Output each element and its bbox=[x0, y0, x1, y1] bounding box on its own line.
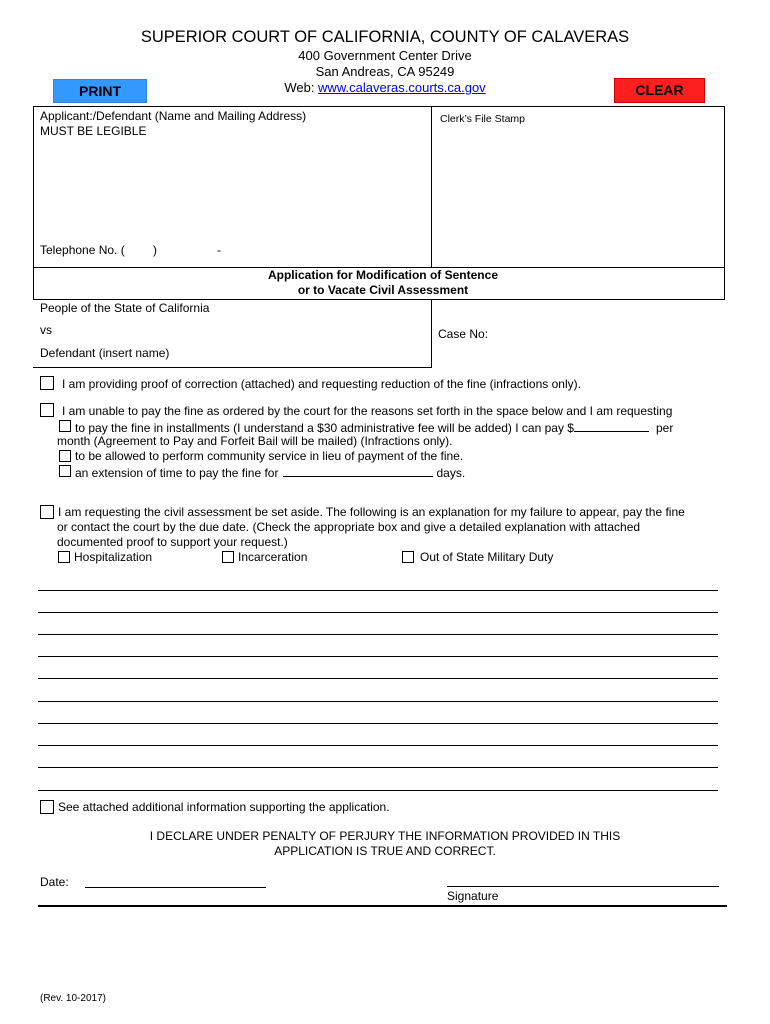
installments-text: to pay the fine in installments (I understand a $30 administrative fee will be added) I can pay $ bbox=[75, 421, 574, 435]
print-button[interactable]: PRINT bbox=[53, 79, 147, 103]
hospitalization-label: Hospitalization bbox=[74, 550, 153, 564]
community-service-text: to be allowed to perform community service in lieu of payment of the fine. bbox=[75, 449, 464, 463]
address-line-2: San Andreas, CA 95249 bbox=[315, 64, 455, 79]
installment-amount-field[interactable] bbox=[574, 419, 649, 432]
explanation-line[interactable] bbox=[38, 612, 718, 613]
installments-per: per bbox=[655, 421, 674, 435]
incarceration-checkbox[interactable] bbox=[222, 551, 234, 563]
unable-checkbox[interactable] bbox=[40, 403, 54, 417]
defendant-label: Defendant (insert name) bbox=[40, 346, 170, 360]
applicant-label: Applicant:/Defendant (Name and Mailing Address) bbox=[40, 109, 307, 123]
explanation-line[interactable] bbox=[38, 790, 718, 791]
caption-divider bbox=[431, 299, 432, 367]
telephone-label: Telephone No. ( bbox=[40, 243, 125, 257]
extension-days: days. bbox=[436, 466, 466, 480]
installments-line bbox=[75, 419, 673, 435]
explanation-line[interactable] bbox=[38, 678, 718, 679]
civil-text-2: or contact the court by the due date. (Check the appropriate box and give a detailed explanation with attached bbox=[57, 520, 641, 534]
declaration-line-2: APPLICATION IS TRUE AND CORRECT. bbox=[274, 844, 496, 858]
explanation-line[interactable] bbox=[38, 767, 718, 768]
civil-text-1: I am requesting the civil assessment be set aside. The following is an explanation for my failure to appear, pay the fine bbox=[58, 505, 685, 519]
vs-label: vs bbox=[40, 323, 52, 337]
date-field[interactable] bbox=[85, 887, 266, 888]
form-title-line-1: Application for Modification of Sentence bbox=[267, 268, 498, 282]
hospitalization-checkbox[interactable] bbox=[58, 551, 70, 563]
telephone-close-paren: ) bbox=[153, 243, 157, 257]
additional-info-text: See attached additional information supporting the application. bbox=[58, 800, 390, 814]
civil-text-3: documented proof to support your request.) bbox=[57, 535, 288, 549]
civil-assessment-checkbox[interactable] bbox=[40, 505, 54, 519]
extension-text: an extension of time to pay the fine for bbox=[75, 466, 279, 480]
explanation-line[interactable] bbox=[38, 656, 718, 657]
extension-checkbox[interactable] bbox=[59, 465, 71, 477]
clear-button[interactable]: CLEAR bbox=[614, 78, 705, 103]
explanation-line[interactable] bbox=[38, 723, 718, 724]
military-checkbox[interactable] bbox=[402, 551, 414, 563]
proof-checkbox[interactable] bbox=[40, 376, 54, 390]
community-service-checkbox[interactable] bbox=[59, 450, 71, 462]
case-no-label: Case No: bbox=[438, 327, 489, 341]
installments-month-text: month (Agreement to Pay and Forfeit Bail will be mailed) (Infractions only). bbox=[57, 434, 453, 448]
web-label: Web: bbox=[284, 80, 319, 95]
proof-text: I am providing proof of correction (attached) and requesting reduction of the fine (infractions only). bbox=[62, 377, 581, 391]
explanation-line[interactable] bbox=[38, 745, 718, 746]
signature-label: Signature bbox=[447, 889, 499, 903]
telephone-dash: - bbox=[217, 243, 221, 257]
military-label: Out of State Military Duty bbox=[420, 550, 554, 564]
extension-days-field[interactable] bbox=[283, 464, 433, 477]
extension-line bbox=[75, 464, 465, 480]
incarceration-label: Incarceration bbox=[238, 550, 308, 564]
declaration-line-1: I DECLARE UNDER PENALTY OF PERJURY THE INFORMATION PROVIDED IN THIS bbox=[149, 829, 621, 843]
form-title-line-2: or to Vacate Civil Assessment bbox=[297, 283, 469, 297]
people-label: People of the State of California bbox=[40, 301, 210, 315]
signature-field[interactable] bbox=[447, 886, 719, 887]
court-website-link[interactable]: www.calaveras.courts.ca.gov bbox=[318, 80, 486, 95]
footer-rule bbox=[38, 905, 727, 907]
revision-label: (Rev. 10-2017) bbox=[40, 993, 106, 1004]
explanation-line[interactable] bbox=[38, 701, 718, 702]
installments-checkbox[interactable] bbox=[59, 420, 71, 432]
explanation-line[interactable] bbox=[38, 634, 718, 635]
court-title: SUPERIOR COURT OF CALIFORNIA, COUNTY OF CALAVERAS bbox=[140, 28, 630, 46]
unable-text: I am unable to pay the fine as ordered by the court for the reasons set forth in the space below and I am requesting bbox=[62, 404, 673, 418]
explanation-line[interactable] bbox=[38, 590, 718, 591]
caption-bottom-line bbox=[33, 367, 432, 368]
date-label: Date: bbox=[40, 875, 69, 889]
clerk-stamp-label: Clerk’s File Stamp bbox=[440, 113, 525, 125]
clerk-stamp-box bbox=[431, 106, 725, 268]
address-line-1: 400 Government Center Drive bbox=[298, 48, 472, 63]
additional-info-checkbox[interactable] bbox=[40, 800, 54, 814]
legible-note: MUST BE LEGIBLE bbox=[40, 124, 147, 138]
